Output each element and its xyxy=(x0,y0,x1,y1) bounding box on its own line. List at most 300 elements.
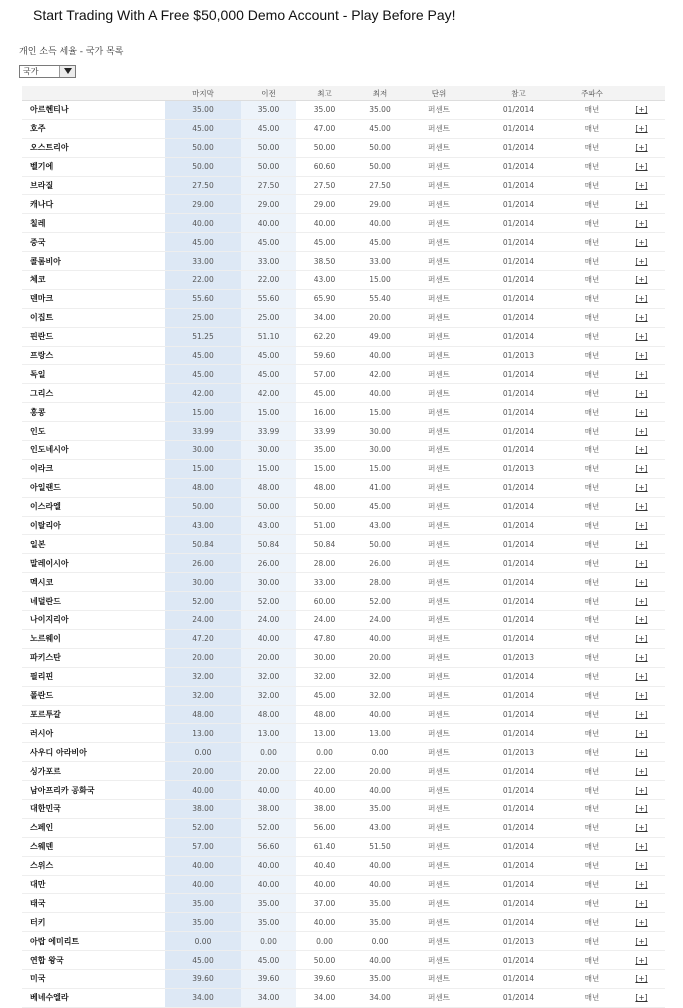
reference-date: 01/2014 xyxy=(471,214,566,233)
country-name[interactable]: 멕시코 xyxy=(22,573,165,592)
last-value: 24.00 xyxy=(165,611,241,630)
frequency: 매년 xyxy=(566,894,618,913)
expand-link[interactable]: [+] xyxy=(635,823,648,833)
previous-value: 0.00 xyxy=(241,932,296,951)
table-row xyxy=(22,629,665,648)
previous-value: 38.00 xyxy=(241,799,296,818)
expand-link[interactable]: [+] xyxy=(635,653,648,663)
country-name[interactable]: 포르투갈 xyxy=(22,705,165,724)
expand-link[interactable]: [+] xyxy=(635,294,648,304)
previous-value: 40.00 xyxy=(241,781,296,800)
expand-link[interactable]: [+] xyxy=(635,105,648,115)
frequency: 매년 xyxy=(566,365,618,384)
lowest-value: 20.00 xyxy=(353,762,407,781)
expand-cell xyxy=(618,157,665,176)
country-name[interactable]: 독일 xyxy=(22,365,165,384)
last-value: 0.00 xyxy=(165,932,241,951)
country-name[interactable]: 브라질 xyxy=(22,176,165,195)
last-value: 39.60 xyxy=(165,969,241,988)
last-value: 57.00 xyxy=(165,837,241,856)
previous-value: 52.00 xyxy=(241,818,296,837)
lowest-value: 40.00 xyxy=(353,875,407,894)
frequency: 매년 xyxy=(566,346,618,365)
chevron-down-icon[interactable] xyxy=(59,66,75,77)
expand-link[interactable]: [+] xyxy=(635,898,648,908)
previous-value: 43.00 xyxy=(241,516,296,535)
expand-link[interactable]: [+] xyxy=(635,143,648,153)
lowest-value: 15.00 xyxy=(353,271,407,290)
table-row xyxy=(22,592,665,611)
expand-link[interactable]: [+] xyxy=(635,483,648,493)
reference-date: 01/2014 xyxy=(471,894,566,913)
table-row xyxy=(22,648,665,667)
expand-link[interactable]: [+] xyxy=(635,766,648,776)
expand-link[interactable]: [+] xyxy=(635,691,648,701)
reference-date: 01/2014 xyxy=(471,573,566,592)
reference-date: 01/2014 xyxy=(471,365,566,384)
expand-link[interactable]: [+] xyxy=(635,558,648,568)
previous-value: 42.00 xyxy=(241,384,296,403)
highest-value: 56.00 xyxy=(296,818,353,837)
country-name[interactable]: 네덜란드 xyxy=(22,592,165,611)
country-name[interactable]: 아일랜드 xyxy=(22,478,165,497)
column-header: 이전 xyxy=(241,86,296,101)
expand-link[interactable]: [+] xyxy=(635,464,648,474)
country-name[interactable]: 이집트 xyxy=(22,308,165,327)
expand-cell xyxy=(618,781,665,800)
expand-cell xyxy=(618,403,665,422)
expand-link[interactable]: [+] xyxy=(635,369,648,379)
expand-link[interactable]: [+] xyxy=(635,615,648,625)
country-name[interactable]: 아랍 에미리트 xyxy=(22,932,165,951)
reference-date: 01/2014 xyxy=(471,327,566,346)
expand-link[interactable]: [+] xyxy=(635,672,648,682)
highest-value: 22.00 xyxy=(296,762,353,781)
country-name[interactable]: 연합 왕국 xyxy=(22,951,165,970)
expand-cell xyxy=(618,365,665,384)
country-name[interactable]: 호주 xyxy=(22,119,165,138)
previous-value: 33.99 xyxy=(241,422,296,441)
expand-link[interactable]: [+] xyxy=(635,539,648,549)
lowest-value: 43.00 xyxy=(353,818,407,837)
country-name[interactable]: 미국 xyxy=(22,969,165,988)
country-name[interactable]: 싱가포르 xyxy=(22,762,165,781)
last-value: 40.00 xyxy=(165,781,241,800)
table-row xyxy=(22,856,665,875)
ad-banner-link[interactable]: Start Trading With A Free $50,000 Demo Account - Play Before Pay! xyxy=(33,7,456,23)
country-name[interactable]: 캐나다 xyxy=(22,195,165,214)
last-value: 45.00 xyxy=(165,951,241,970)
expand-link[interactable]: [+] xyxy=(635,804,648,814)
expand-link[interactable]: [+] xyxy=(635,747,648,757)
highest-value: 24.00 xyxy=(296,611,353,630)
unit: 퍼센트 xyxy=(407,176,471,195)
lowest-value: 50.00 xyxy=(353,157,407,176)
expand-cell xyxy=(618,875,665,894)
table-row xyxy=(22,289,665,308)
expand-link[interactable]: [+] xyxy=(635,596,648,606)
highest-value: 45.00 xyxy=(296,686,353,705)
expand-link[interactable]: [+] xyxy=(635,256,648,266)
unit: 퍼센트 xyxy=(407,516,471,535)
last-value: 52.00 xyxy=(165,818,241,837)
previous-value: 40.00 xyxy=(241,875,296,894)
country-name[interactable]: 대한민국 xyxy=(22,799,165,818)
column-header xyxy=(618,86,665,101)
table-row xyxy=(22,157,665,176)
lowest-value: 28.00 xyxy=(353,573,407,592)
last-value: 33.99 xyxy=(165,422,241,441)
lowest-value: 29.00 xyxy=(353,195,407,214)
highest-value: 50.00 xyxy=(296,497,353,516)
country-name[interactable]: 태국 xyxy=(22,894,165,913)
country-name[interactable]: 대만 xyxy=(22,875,165,894)
lowest-value: 49.00 xyxy=(353,327,407,346)
reference-date: 01/2014 xyxy=(471,252,566,271)
expand-link[interactable]: [+] xyxy=(635,728,648,738)
expand-link[interactable]: [+] xyxy=(635,974,648,984)
last-value: 13.00 xyxy=(165,724,241,743)
lowest-value: 40.00 xyxy=(353,384,407,403)
previous-value: 40.00 xyxy=(241,629,296,648)
country-name[interactable]: 체코 xyxy=(22,271,165,290)
lowest-value: 13.00 xyxy=(353,724,407,743)
lowest-value: 32.00 xyxy=(353,686,407,705)
table-row xyxy=(22,535,665,554)
frequency: 매년 xyxy=(566,101,618,120)
expand-link[interactable]: [+] xyxy=(635,917,648,927)
lowest-value: 52.00 xyxy=(353,592,407,611)
expand-cell xyxy=(618,233,665,252)
page-title: 개인 소득 세율 - 국가 목록 xyxy=(19,47,124,57)
lowest-value: 45.00 xyxy=(353,233,407,252)
lowest-value: 51.50 xyxy=(353,837,407,856)
table-row xyxy=(22,554,665,573)
expand-cell xyxy=(618,705,665,724)
country-name[interactable]: 나이지리아 xyxy=(22,611,165,630)
reference-date: 01/2014 xyxy=(471,988,566,1007)
country-name[interactable]: 인도네시아 xyxy=(22,441,165,460)
unit: 퍼센트 xyxy=(407,988,471,1007)
expand-link[interactable]: [+] xyxy=(635,502,648,512)
expand-link[interactable]: [+] xyxy=(635,842,648,852)
previous-value: 29.00 xyxy=(241,195,296,214)
expand-link[interactable]: [+] xyxy=(635,521,648,531)
expand-link[interactable]: [+] xyxy=(635,577,648,587)
reference-date: 01/2014 xyxy=(471,667,566,686)
frequency: 매년 xyxy=(566,648,618,667)
country-name[interactable]: 스위스 xyxy=(22,856,165,875)
unit: 퍼센트 xyxy=(407,459,471,478)
table-row xyxy=(22,271,665,290)
unit: 퍼센트 xyxy=(407,611,471,630)
country-name[interactable]: 터키 xyxy=(22,913,165,932)
country-name[interactable]: 말레이시아 xyxy=(22,554,165,573)
table-row xyxy=(22,195,665,214)
country-name[interactable]: 인도 xyxy=(22,422,165,441)
last-value: 15.00 xyxy=(165,403,241,422)
lowest-value: 24.00 xyxy=(353,611,407,630)
expand-cell xyxy=(618,573,665,592)
frequency: 매년 xyxy=(566,138,618,157)
country-name[interactable]: 사우디 아라비아 xyxy=(22,743,165,762)
lowest-value: 20.00 xyxy=(353,648,407,667)
table-row xyxy=(22,214,665,233)
last-value: 45.00 xyxy=(165,346,241,365)
country-name[interactable]: 필리핀 xyxy=(22,667,165,686)
last-value: 51.25 xyxy=(165,327,241,346)
expand-cell xyxy=(618,799,665,818)
country-name[interactable]: 남아프리카 공화국 xyxy=(22,781,165,800)
frequency: 매년 xyxy=(566,705,618,724)
expand-cell xyxy=(618,818,665,837)
highest-value: 57.00 xyxy=(296,365,353,384)
table-row xyxy=(22,233,665,252)
last-value: 25.00 xyxy=(165,308,241,327)
expand-cell xyxy=(618,913,665,932)
last-value: 40.00 xyxy=(165,856,241,875)
expand-link[interactable]: [+] xyxy=(635,861,648,871)
highest-value: 51.00 xyxy=(296,516,353,535)
region-select[interactable] xyxy=(19,65,76,78)
expand-link[interactable]: [+] xyxy=(635,218,648,228)
expand-link[interactable]: [+] xyxy=(635,388,648,398)
previous-value: 33.00 xyxy=(241,252,296,271)
highest-value: 43.00 xyxy=(296,271,353,290)
lowest-value: 0.00 xyxy=(353,743,407,762)
expand-cell xyxy=(618,856,665,875)
expand-link[interactable]: [+] xyxy=(635,709,648,719)
expand-cell xyxy=(618,686,665,705)
frequency: 매년 xyxy=(566,573,618,592)
unit: 퍼센트 xyxy=(407,724,471,743)
unit: 퍼센트 xyxy=(407,252,471,271)
last-value: 50.84 xyxy=(165,535,241,554)
expand-link[interactable]: [+] xyxy=(635,426,648,436)
table-row xyxy=(22,988,665,1007)
expand-link[interactable]: [+] xyxy=(635,124,648,134)
expand-link[interactable]: [+] xyxy=(635,332,648,342)
last-value: 50.00 xyxy=(165,157,241,176)
country-name[interactable]: 노르웨이 xyxy=(22,629,165,648)
previous-value: 15.00 xyxy=(241,403,296,422)
expand-cell xyxy=(618,611,665,630)
previous-value: 50.00 xyxy=(241,138,296,157)
unit: 퍼센트 xyxy=(407,308,471,327)
expand-link[interactable]: [+] xyxy=(635,955,648,965)
frequency: 매년 xyxy=(566,289,618,308)
country-name[interactable]: 일본 xyxy=(22,535,165,554)
last-value: 55.60 xyxy=(165,289,241,308)
unit: 퍼센트 xyxy=(407,951,471,970)
previous-value: 52.00 xyxy=(241,592,296,611)
table-row xyxy=(22,346,665,365)
previous-value: 55.60 xyxy=(241,289,296,308)
frequency: 매년 xyxy=(566,781,618,800)
country-name[interactable]: 그리스 xyxy=(22,384,165,403)
country-name[interactable]: 핀란드 xyxy=(22,327,165,346)
frequency: 매년 xyxy=(566,667,618,686)
frequency: 매년 xyxy=(566,478,618,497)
previous-value: 40.00 xyxy=(241,856,296,875)
reference-date: 01/2014 xyxy=(471,913,566,932)
reference-date: 01/2014 xyxy=(471,119,566,138)
country-name[interactable]: 콜롬비아 xyxy=(22,252,165,271)
table-row xyxy=(22,781,665,800)
country-name[interactable]: 스페인 xyxy=(22,818,165,837)
previous-value: 45.00 xyxy=(241,365,296,384)
country-name[interactable]: 칠레 xyxy=(22,214,165,233)
previous-value: 50.84 xyxy=(241,535,296,554)
table-row xyxy=(22,686,665,705)
country-name[interactable]: 베네수엘라 xyxy=(22,988,165,1007)
last-value: 32.00 xyxy=(165,686,241,705)
highest-value: 65.90 xyxy=(296,289,353,308)
highest-value: 34.00 xyxy=(296,988,353,1007)
reference-date: 01/2014 xyxy=(471,592,566,611)
reference-date: 01/2014 xyxy=(471,629,566,648)
unit: 퍼센트 xyxy=(407,365,471,384)
last-value: 52.00 xyxy=(165,592,241,611)
highest-value: 60.60 xyxy=(296,157,353,176)
previous-value: 35.00 xyxy=(241,894,296,913)
lowest-value: 30.00 xyxy=(353,422,407,441)
expand-link[interactable]: [+] xyxy=(635,199,648,209)
lowest-value: 40.00 xyxy=(353,705,407,724)
country-name[interactable]: 아르헨티나 xyxy=(22,101,165,120)
frequency: 매년 xyxy=(566,233,618,252)
reference-date: 01/2014 xyxy=(471,478,566,497)
country-name[interactable]: 이라크 xyxy=(22,459,165,478)
country-name[interactable]: 폴란드 xyxy=(22,686,165,705)
country-name[interactable]: 이탈리아 xyxy=(22,516,165,535)
expand-cell xyxy=(618,951,665,970)
table-row xyxy=(22,478,665,497)
expand-link[interactable]: [+] xyxy=(635,237,648,247)
country-name[interactable]: 이스라엘 xyxy=(22,497,165,516)
unit: 퍼센트 xyxy=(407,441,471,460)
reference-date: 01/2013 xyxy=(471,459,566,478)
frequency: 매년 xyxy=(566,252,618,271)
expand-link[interactable]: [+] xyxy=(635,936,648,946)
frequency: 매년 xyxy=(566,157,618,176)
highest-value: 59.60 xyxy=(296,346,353,365)
expand-link[interactable]: [+] xyxy=(635,162,648,172)
last-value: 50.00 xyxy=(165,138,241,157)
frequency: 매년 xyxy=(566,611,618,630)
table-row xyxy=(22,611,665,630)
lowest-value: 26.00 xyxy=(353,554,407,573)
last-value: 45.00 xyxy=(165,365,241,384)
country-name[interactable]: 러시아 xyxy=(22,724,165,743)
expand-cell xyxy=(618,648,665,667)
highest-value: 0.00 xyxy=(296,932,353,951)
highest-value: 30.00 xyxy=(296,648,353,667)
previous-value: 20.00 xyxy=(241,762,296,781)
last-value: 15.00 xyxy=(165,459,241,478)
expand-cell xyxy=(618,497,665,516)
expand-link[interactable]: [+] xyxy=(635,313,648,323)
expand-link[interactable]: [+] xyxy=(635,993,648,1003)
country-name[interactable]: 스웨덴 xyxy=(22,837,165,856)
table-row xyxy=(22,441,665,460)
unit: 퍼센트 xyxy=(407,856,471,875)
highest-value: 27.50 xyxy=(296,176,353,195)
unit: 퍼센트 xyxy=(407,913,471,932)
last-value: 30.00 xyxy=(165,441,241,460)
lowest-value: 34.00 xyxy=(353,988,407,1007)
previous-value: 26.00 xyxy=(241,554,296,573)
country-name[interactable]: 중국 xyxy=(22,233,165,252)
previous-value: 24.00 xyxy=(241,611,296,630)
frequency: 매년 xyxy=(566,308,618,327)
lowest-value: 30.00 xyxy=(353,441,407,460)
table-row xyxy=(22,252,665,271)
lowest-value: 35.00 xyxy=(353,969,407,988)
frequency: 매년 xyxy=(566,988,618,1007)
lowest-value: 40.00 xyxy=(353,781,407,800)
previous-value: 45.00 xyxy=(241,346,296,365)
expand-link[interactable]: [+] xyxy=(635,879,648,889)
unit: 퍼센트 xyxy=(407,195,471,214)
country-name[interactable]: 파키스탄 xyxy=(22,648,165,667)
unit: 퍼센트 xyxy=(407,799,471,818)
expand-link[interactable]: [+] xyxy=(635,785,648,795)
table-row xyxy=(22,818,665,837)
last-value: 20.00 xyxy=(165,762,241,781)
expand-link[interactable]: [+] xyxy=(635,181,648,190)
last-value: 34.00 xyxy=(165,988,241,1007)
expand-cell xyxy=(618,724,665,743)
country-name[interactable]: 프랑스 xyxy=(22,346,165,365)
frequency: 매년 xyxy=(566,497,618,516)
reference-date: 01/2014 xyxy=(471,138,566,157)
expand-cell xyxy=(618,422,665,441)
expand-cell xyxy=(618,837,665,856)
last-value: 45.00 xyxy=(165,233,241,252)
frequency: 매년 xyxy=(566,913,618,932)
previous-value: 50.00 xyxy=(241,497,296,516)
previous-value: 30.00 xyxy=(241,573,296,592)
last-value: 32.00 xyxy=(165,667,241,686)
country-name[interactable]: 오스트리아 xyxy=(22,138,165,157)
unit: 퍼센트 xyxy=(407,648,471,667)
country-name[interactable]: 홍콩 xyxy=(22,403,165,422)
expand-link[interactable]: [+] xyxy=(635,351,648,361)
unit: 퍼센트 xyxy=(407,422,471,441)
expand-link[interactable]: [+] xyxy=(635,275,648,285)
expand-cell xyxy=(618,554,665,573)
reference-date: 01/2014 xyxy=(471,101,566,120)
expand-cell xyxy=(618,762,665,781)
unit: 퍼센트 xyxy=(407,478,471,497)
expand-link[interactable]: [+] xyxy=(635,407,648,417)
highest-value: 61.40 xyxy=(296,837,353,856)
reference-date: 01/2014 xyxy=(471,195,566,214)
highest-value: 62.20 xyxy=(296,327,353,346)
reference-date: 01/2014 xyxy=(471,724,566,743)
unit: 퍼센트 xyxy=(407,271,471,290)
unit: 퍼센트 xyxy=(407,289,471,308)
expand-cell xyxy=(618,988,665,1007)
expand-cell xyxy=(618,478,665,497)
expand-link[interactable]: [+] xyxy=(635,445,648,455)
country-name[interactable]: 덴마크 xyxy=(22,289,165,308)
expand-cell xyxy=(618,138,665,157)
reference-date: 01/2014 xyxy=(471,705,566,724)
country-name[interactable]: 벨기에 xyxy=(22,157,165,176)
expand-link[interactable]: [+] xyxy=(635,634,648,644)
